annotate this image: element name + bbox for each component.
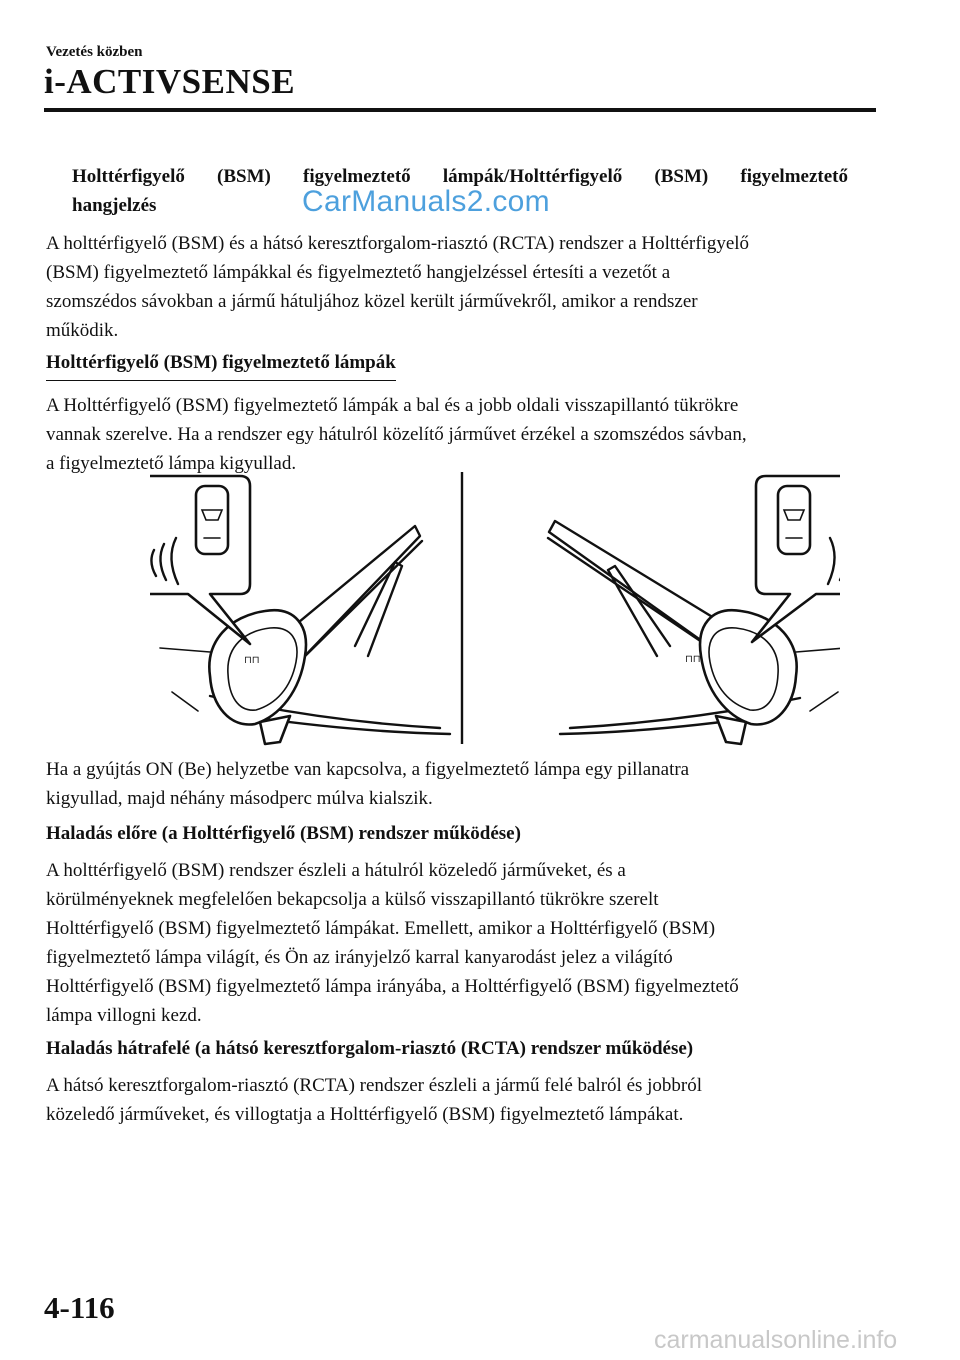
intro-paragraph [46,229,876,345]
forward-paragraph [46,856,876,1030]
right-mirror-figure [548,476,840,744]
paragraph-line: figyelmeztető lámpa világít, és Ön az irányjelző karral kanyarodást jelez a világító [46,947,673,968]
paragraph-line: a figyelmeztető lámpa kigyullad. [46,453,297,474]
paragraph-line: vannak szerelve. Ha a rendszer egy hátulról közelítő járművet érzékel a szomszédos sávban, [46,424,747,445]
paragraph-line: A holttérfigyelő (BSM) és a hátsó keresztforgalom-riasztó (RCTA) rendszer a Holttérfigyelő [46,233,750,254]
reverse-heading: Haladás hátrafelé (a hátsó keresztforgalom-riasztó (RCTA) rendszer működése) [46,1038,694,1059]
reverse-paragraph [46,1071,876,1129]
lamps-heading [46,348,396,381]
paragraph-line: szomszédos sávokban a jármű hátuljához közel került járművekről, amikor a rendszer [46,291,698,312]
header-rule [44,108,876,112]
mirror-illustration [150,466,840,752]
page-number: 4-116 [44,1290,115,1325]
chapter-title: i-ACTIVSENSE [44,62,296,101]
intro-heading-line: Holttérfigyelő (BSM) figyelmeztető lámpák/Holttérfigyelő (BSM) figyelmeztető [72,166,848,187]
footer-site-watermark: carmanualsonline.info [654,1326,898,1354]
paragraph-line: Holttérfigyelő (BSM) figyelmeztető lámpákat. Emellett, amikor a Holttérfigyelő (BSM) [46,918,716,939]
ignition-paragraph [46,755,876,813]
paragraph-line: működik. [46,320,119,341]
bsm-lamp-icon: ⊓⊓ [244,655,260,666]
paragraph-line: A holttérfigyelő (BSM) rendszer észleli a hátulról közeledő járműveket, és a [46,860,626,881]
paragraph-line: közeledő járműveket, és villogtatja a Holttérfigyelő (BSM) figyelmeztető lámpákat. [46,1104,684,1125]
paragraph-line: lámpa villogni kezd. [46,1005,202,1026]
paragraph-line: kigyullad, majd néhány másodperc múlva kialszik. [46,788,433,809]
bsm-lamp-icon: ⊓⊓ [685,654,701,665]
paragraph-line: Holttérfigyelő (BSM) figyelmeztető lámpa irányába, a Holttérfigyelő (BSM) figyelmeztető [46,976,739,997]
paragraph-line: Ha a gyújtás ON (Be) helyzetbe van kapcsolva, a figyelmeztető lámpa egy pillanatra [46,759,690,780]
intro-heading-line: hangjelzés [72,195,157,216]
paragraph-line: (BSM) figyelmeztető lámpákkal és figyelmeztető hangjelzéssel értesíti a vezetőt a [46,262,671,283]
lamps-heading-text: Holttérfigyelő (BSM) figyelmeztető lámpák [46,348,396,381]
forward-heading: Haladás előre (a Holttérfigyelő (BSM) rendszer működése) [46,823,521,844]
paragraph-line: körülményeknek megfelelően bekapcsolja a külső visszapillantó tükrökre szerelt [46,889,659,910]
section-label: Vezetés közben [46,44,143,60]
watermark-logo: CarManuals2.com [302,185,550,218]
left-mirror-figure [150,476,450,744]
paragraph-line: A hátsó keresztforgalom-riasztó (RCTA) rendszer észleli a jármű felé balról és jobbról [46,1075,703,1096]
lamps-paragraph [46,391,876,478]
paragraph-line: A Holttérfigyelő (BSM) figyelmeztető lámpák a bal és a jobb oldali visszapillantó tükrökre [46,395,739,416]
